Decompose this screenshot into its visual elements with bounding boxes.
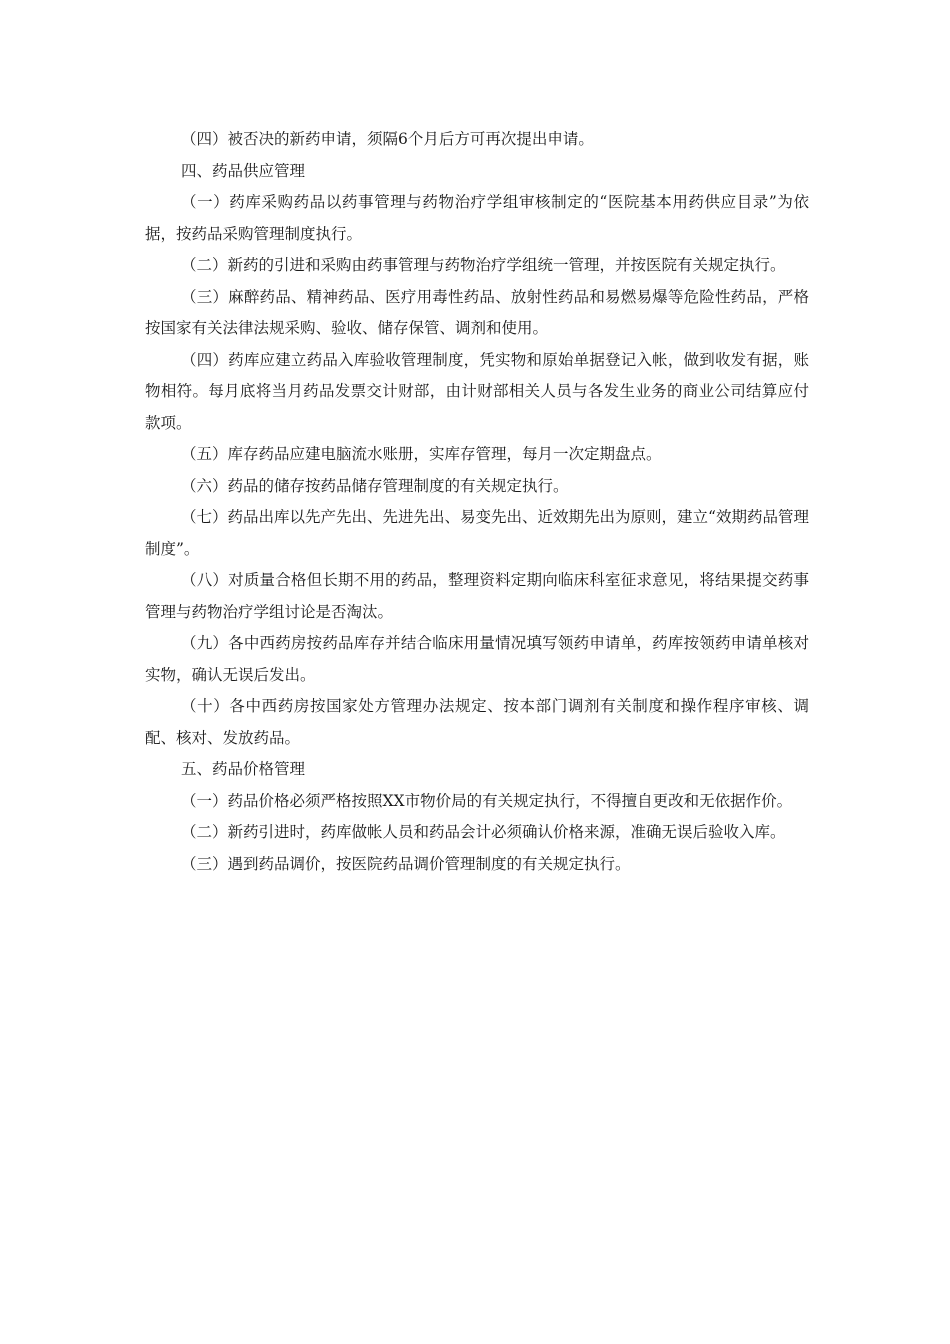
paragraph-price-3: （三）遇到药品调价，按医院药品调价管理制度的有关规定执行。 — [181, 854, 631, 873]
paragraph-new-drug-rejection: （四）被否决的新药申请，须隔6个月后方可再次提出申请。 — [181, 130, 594, 148]
paragraph-supply-6: （六）药品的储存按药品储存管理制度的有关规定执行。 — [181, 476, 569, 495]
paragraph-supply-4: （四）药库应建立药品入库验收管理制度，凭实物和原始单据登记入帐，做到收发有据，账物相符。每月底将当月药品发票交计财部，由计财部相关人员与各发生业务的商业公司结算应付款项。 — [145, 350, 809, 432]
paragraph-supply-5: （五）库存药品应建电脑流水账册，实库存管理，每月一次定期盘点。 — [181, 445, 662, 463]
document-body — [145, 124, 809, 880]
paragraph-supply-1: （一）药库采购药品以药事管理与药物治疗学组审核制定的“医院基本用药供应目录”为依据，按药品采购管理制度执行。 — [145, 193, 809, 243]
section-heading-drug-supply: 四、药品供应管理 — [181, 161, 306, 180]
paragraph-supply-7: （七）药品出库以先产先出、先进先出、易变先出、近效期先出为原则，建立“效期药品管理制度”。 — [145, 508, 809, 558]
paragraph-supply-2: （二）新药的引进和采购由药事管理与药物治疗学组统一管理，并按医院有关规定执行。 — [181, 256, 786, 274]
paragraph-supply-3: （三）麻醉药品、精神药品、医疗用毒性药品、放射性药品和易燃易爆等危险性药品，严格按国家有关法律法规采购、验收、储存保管、调剂和使用。 — [145, 287, 809, 337]
paragraph-price-2: （二）新药引进时，药库做帐人员和药品会计必须确认价格来源，准确无误后验收入库。 — [181, 823, 786, 841]
paragraph-supply-9: （九）各中西药房按药品库存并结合临床用量情况填写领药申请单，药库按领药申请单核对实物，确认无误后发出。 — [145, 634, 809, 684]
paragraph-supply-10: （十）各中西药房按国家处方管理办法规定、按本部门调剂有关制度和操作程序审核、调配、核对、发放药品。 — [145, 697, 809, 747]
paragraph-supply-8: （八）对质量合格但长期不用的药品，整理资料定期向临床科室征求意见，将结果提交药事管理与药物治疗学组讨论是否淘汰。 — [145, 571, 809, 621]
paragraph-price-1: （一）药品价格必须严格按照XX市物价局的有关规定执行，不得擅自更改和无依据作价。 — [181, 791, 793, 810]
section-heading-drug-price: 五、药品价格管理 — [181, 760, 306, 778]
